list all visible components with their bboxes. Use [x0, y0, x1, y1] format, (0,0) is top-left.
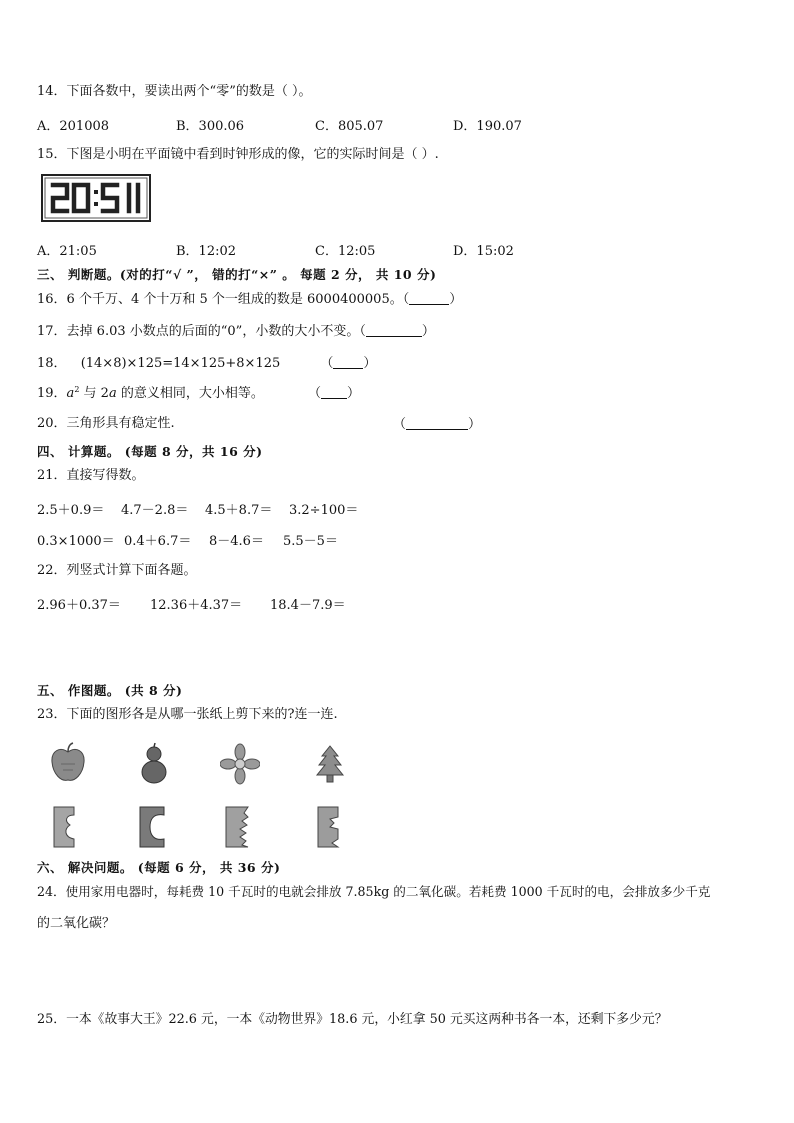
q20-close: ）	[468, 417, 482, 432]
q20-text: 20．三角形具有稳定性.	[37, 416, 175, 431]
q17	[37, 323, 435, 340]
q19-var2: a	[108, 386, 117, 401]
q14-stem: 14．下面各数中，要读出两个“零”的数是（ ）。	[37, 84, 312, 99]
q18-expression: (14×8)×125=14×125+8×125	[80, 356, 281, 371]
q18	[37, 355, 376, 372]
q21-item: 0.3×1000＝	[37, 534, 115, 549]
q15-option-d: D．15:02	[453, 244, 514, 259]
q18-open: （	[320, 356, 334, 371]
q16-close: ）	[449, 292, 463, 307]
q21-item: 4.7－2.8＝	[121, 503, 189, 518]
q15-option-c: C．12:05	[315, 244, 376, 259]
q14-option-a: A．201008	[37, 119, 110, 134]
q22-item: 12.36＋4.37＝	[150, 598, 243, 613]
q25-text: 25．一本《故事大王》22.6 元，一本《动物世界》18.6 元，小红拿 50 元买这两种书各一本，还剩下多少元？	[37, 1012, 668, 1027]
q19-close: ）	[347, 386, 361, 401]
q18-close: ）	[363, 356, 377, 371]
flower-cutout-figure	[220, 742, 260, 786]
q19-answer-blank[interactable]	[321, 385, 347, 399]
clock-display	[41, 174, 151, 222]
paper-sheet-1	[48, 805, 88, 849]
q15-option-a: A．21:05	[37, 244, 97, 259]
section-6-title: 六、 解决问题。 (每题 6 分， 共 36 分)	[37, 860, 281, 875]
q20-open: （	[393, 417, 407, 432]
q20	[37, 416, 175, 432]
q17-answer-blank[interactable]	[366, 323, 422, 337]
gourd-cutout-figure	[134, 742, 174, 786]
paper-sheet-3	[220, 805, 260, 849]
q21-item: 2.5＋0.9＝	[37, 503, 105, 518]
q14-option-c: C．805.07	[315, 119, 384, 134]
q18-num: 18．	[37, 356, 67, 371]
q24-line1: 24．使用家用电器时，每耗费 10 千瓦时的电就会排放 7.85kg 的二氧化碳。若耗费 1000 千瓦时的电，会排放多少千克	[37, 884, 711, 899]
q14-option-b: B．300.06	[176, 119, 245, 134]
q21-item: 0.4＋6.7＝	[124, 534, 192, 549]
q19-mid: 与 2	[79, 386, 109, 401]
tree-cutout-figure	[310, 742, 350, 786]
q21-item: 4.5＋8.7＝	[205, 503, 273, 518]
q16	[37, 291, 462, 308]
q19-tail: 的意义相同，大小相等。	[116, 386, 264, 401]
q14-option-d: D．190.07	[453, 119, 522, 134]
q22-stem: 22．列竖式计算下面各题。	[37, 563, 197, 578]
q21-item: 3.2÷100＝	[289, 503, 359, 518]
q20-answer	[393, 416, 481, 433]
paper-sheet-2	[134, 805, 174, 849]
paper-sheet-4	[310, 805, 350, 849]
q23-stem: 23．下面的图形各是从哪一张纸上剪下来的?连一连.	[37, 707, 338, 722]
section-4-title: 四、 计算题。 (每题 8 分，共 16 分)	[37, 444, 263, 459]
mirror-clock-image	[41, 174, 151, 222]
q18-answer-blank[interactable]	[333, 355, 363, 369]
section-5-title: 五、 作图题。 (共 8 分)	[37, 683, 183, 698]
q19-num: 19．	[37, 386, 67, 401]
q21-item: 8－4.6＝	[209, 534, 264, 549]
q19-exponent: 2	[74, 385, 80, 394]
q17-text: 17．去掉 6.03 小数点的后面的“0”，小数的大小不变。（	[37, 324, 366, 339]
q15-option-b: B．12:02	[176, 244, 237, 259]
apple-cutout-figure	[48, 742, 88, 786]
q16-answer-blank[interactable]	[409, 291, 449, 305]
q20-answer-blank[interactable]	[406, 416, 468, 430]
section-3-title: 三、 判断题。(对的打“√ ”， 错的打“×” 。 每题 2 分， 共 10 分)	[37, 267, 437, 282]
q15-stem: 15．下图是小明在平面镜中看到时钟形成的像，它的实际时间是（ ）.	[37, 147, 439, 162]
q19-var: a	[66, 386, 75, 401]
q22-item: 18.4－7.9＝	[270, 598, 346, 613]
q22-item: 2.96＋0.37＝	[37, 598, 121, 613]
q19	[37, 385, 360, 402]
q21-item: 5.5－5＝	[283, 534, 338, 549]
q19-open: （	[308, 386, 322, 401]
q16-text: 16．6 个千万、4 个十万和 5 个一组成的数是 6000400005。（	[37, 292, 410, 307]
q24-line2: 的二氧化碳？	[37, 916, 116, 931]
q17-close: ）	[421, 324, 435, 339]
q21-stem: 21．直接写得数。	[37, 468, 145, 483]
